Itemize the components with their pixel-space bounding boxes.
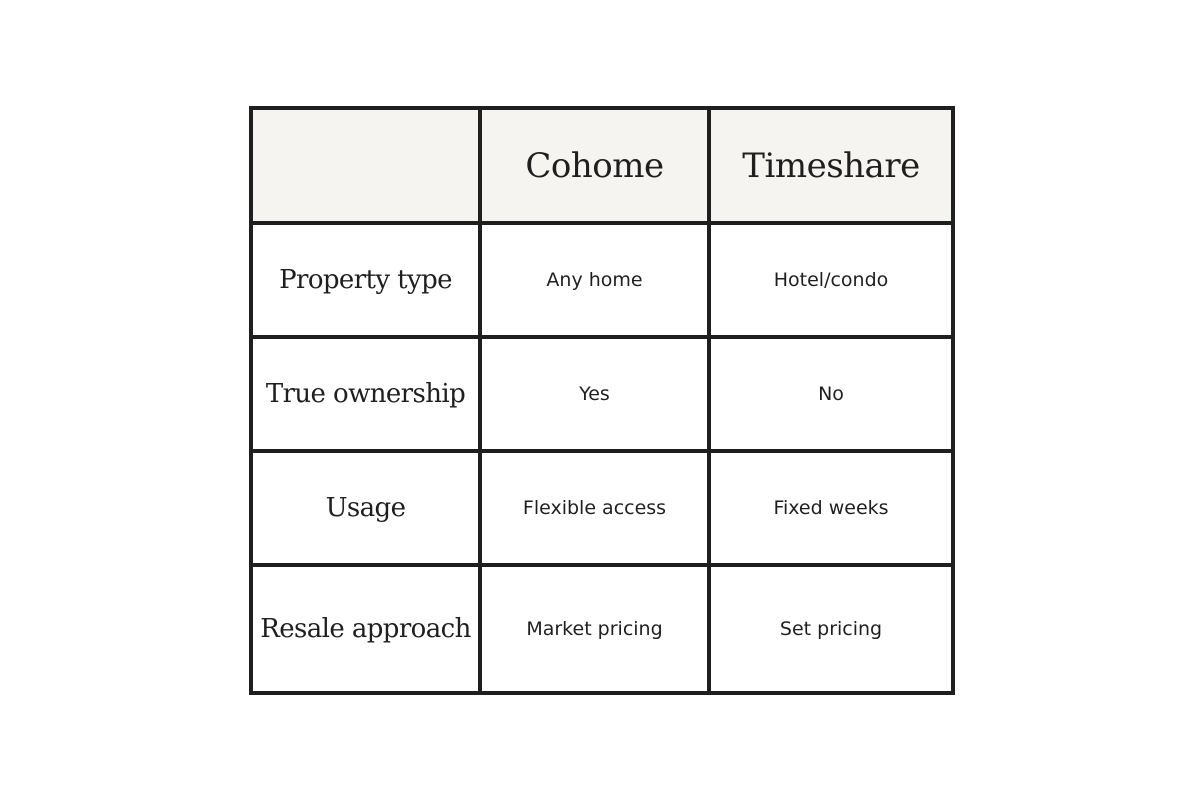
- table-row: [251, 337, 953, 451]
- table-header-row: [251, 108, 953, 223]
- timeshare-value-cell: Set pricing: [709, 565, 953, 693]
- column-header-timeshare: Timeshare: [709, 108, 953, 223]
- timeshare-value-cell: Fixed weeks: [709, 451, 953, 565]
- timeshare-value-cell: No: [709, 337, 953, 451]
- table-row: [251, 223, 953, 337]
- table-row: [251, 565, 953, 693]
- timeshare-value-cell: Hotel/condo: [709, 223, 953, 337]
- comparison-table: [249, 106, 955, 695]
- row-label-usage: Usage: [251, 451, 480, 565]
- cohome-value-cell: Market pricing: [480, 565, 709, 693]
- column-header-cohome: Cohome: [480, 108, 709, 223]
- cohome-value-cell: Yes: [480, 337, 709, 451]
- table-row: [251, 451, 953, 565]
- row-label-true-ownership: True ownership: [251, 337, 480, 451]
- row-label-resale-approach: Resale approach: [251, 565, 480, 693]
- cohome-value-cell: Any home: [480, 223, 709, 337]
- row-label-property-type: Property type: [251, 223, 480, 337]
- corner-header-cell: [251, 108, 480, 223]
- cohome-value-cell: Flexible access: [480, 451, 709, 565]
